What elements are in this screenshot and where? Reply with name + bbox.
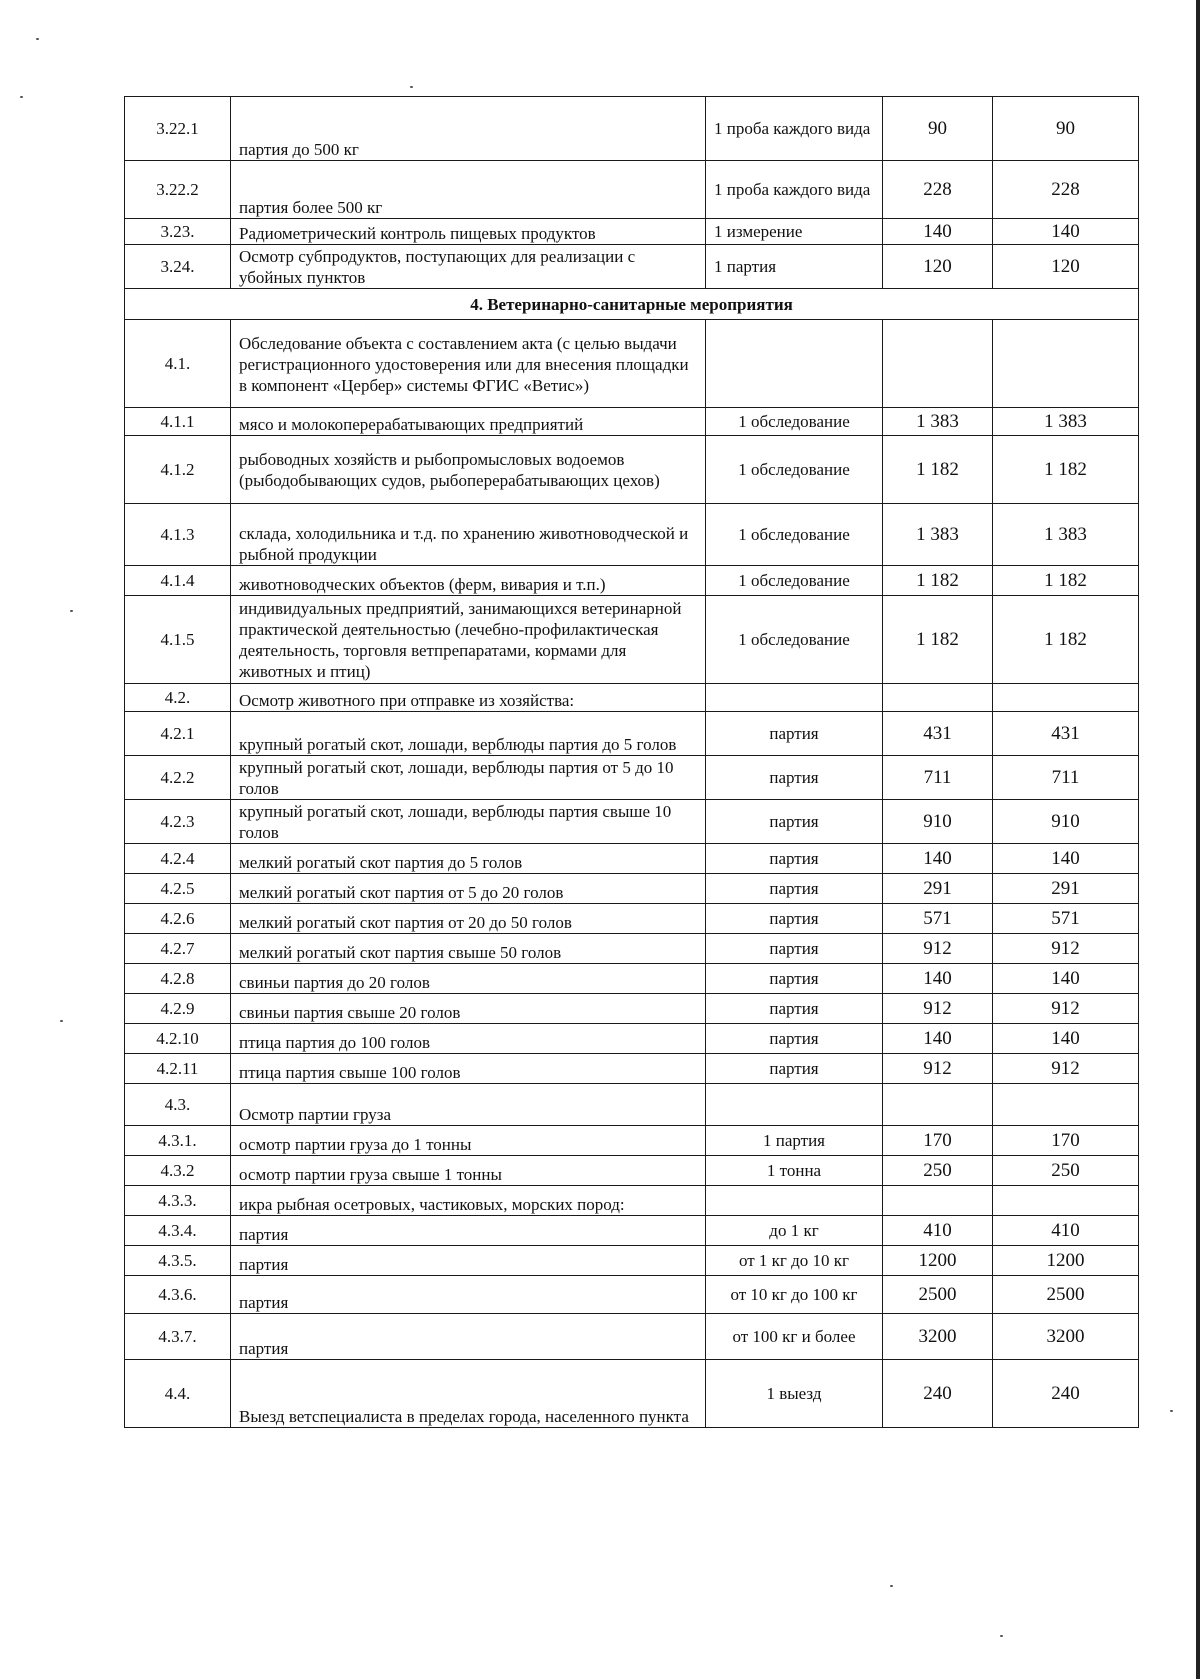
row-price-with-vat: 1 383 — [993, 504, 1139, 566]
row-unit: партия — [706, 874, 883, 904]
row-price: 1 182 — [883, 566, 993, 596]
row-number: 4.1. — [125, 320, 231, 408]
scan-speck — [890, 1585, 893, 1587]
table-row — [125, 994, 1139, 1024]
table-row — [125, 1314, 1139, 1360]
table-row — [125, 874, 1139, 904]
row-number: 4.2.3 — [125, 800, 231, 844]
row-number: 4.1.1 — [125, 408, 231, 436]
table-row — [125, 1186, 1139, 1216]
table-row — [125, 408, 1139, 436]
row-number: 4.1.4 — [125, 566, 231, 596]
row-number: 4.2.9 — [125, 994, 231, 1024]
row-price: 90 — [883, 97, 993, 161]
row-price-with-vat: 1 383 — [993, 408, 1139, 436]
row-description: мелкий рогатый скот партия свыше 50 голов — [231, 934, 706, 964]
row-description: Осмотр партии груза — [231, 1084, 706, 1126]
table-row — [125, 1276, 1139, 1314]
table-row — [125, 436, 1139, 504]
row-number: 4.3.1. — [125, 1126, 231, 1156]
row-number: 4.3.2 — [125, 1156, 231, 1186]
row-number: 3.22.1 — [125, 97, 231, 161]
scan-speck — [36, 38, 39, 40]
row-unit: 1 тонна — [706, 1156, 883, 1186]
row-price: 912 — [883, 1054, 993, 1084]
row-description: крупный рогатый скот, лошади, верблюды партия до 5 голов — [231, 712, 706, 756]
row-price-with-vat: 912 — [993, 994, 1139, 1024]
table-row — [125, 566, 1139, 596]
table-row — [125, 1246, 1139, 1276]
scan-speck — [60, 1020, 63, 1022]
table-row — [125, 1054, 1139, 1084]
row-description: осмотр партии груза до 1 тонны — [231, 1126, 706, 1156]
row-description: Радиометрический контроль пищевых продуктов — [231, 219, 706, 245]
table-row — [125, 97, 1139, 161]
row-unit — [706, 1186, 883, 1216]
row-price — [883, 684, 993, 712]
row-price: 410 — [883, 1216, 993, 1246]
row-unit: партия — [706, 844, 883, 874]
row-unit: от 1 кг до 10 кг — [706, 1246, 883, 1276]
row-unit: партия — [706, 964, 883, 994]
row-price-with-vat: 571 — [993, 904, 1139, 934]
row-number: 4.1.5 — [125, 596, 231, 684]
row-unit: 1 проба каждого вида — [706, 97, 883, 161]
row-price-with-vat: 120 — [993, 245, 1139, 289]
row-description: мясо и молокоперерабатывающих предприятий — [231, 408, 706, 436]
table-row — [125, 245, 1139, 289]
scan-edge-line — [1196, 0, 1200, 1679]
row-description: животноводческих объектов (ферм, вивария и т.п.) — [231, 566, 706, 596]
row-description: Осмотр животного при отправке из хозяйства: — [231, 684, 706, 712]
row-unit — [706, 320, 883, 408]
row-price — [883, 320, 993, 408]
row-unit: 1 проба каждого вида — [706, 161, 883, 219]
row-unit: 1 обследование — [706, 504, 883, 566]
row-price-with-vat — [993, 1186, 1139, 1216]
row-description: крупный рогатый скот, лошади, верблюды партия свыше 10 голов — [231, 800, 706, 844]
row-price-with-vat: 1 182 — [993, 436, 1139, 504]
row-number: 4.3.6. — [125, 1276, 231, 1314]
row-price: 1 383 — [883, 408, 993, 436]
row-description: партия — [231, 1216, 706, 1246]
row-price-with-vat: 140 — [993, 964, 1139, 994]
row-number: 4.2.6 — [125, 904, 231, 934]
row-price — [883, 1186, 993, 1216]
row-price-with-vat: 250 — [993, 1156, 1139, 1186]
row-description: Осмотр субпродуктов, поступающих для реализации с убойных пунктов — [231, 245, 706, 289]
table-row — [125, 964, 1139, 994]
row-price-with-vat: 140 — [993, 844, 1139, 874]
row-price-with-vat — [993, 320, 1139, 408]
row-number: 4.2.4 — [125, 844, 231, 874]
row-price: 1 182 — [883, 596, 993, 684]
row-number: 4.2.7 — [125, 934, 231, 964]
row-number: 4.3.5. — [125, 1246, 231, 1276]
row-description: птица партия до 100 голов — [231, 1024, 706, 1054]
row-number: 4.3.3. — [125, 1186, 231, 1216]
table-row — [125, 219, 1139, 245]
row-price: 1 383 — [883, 504, 993, 566]
table-row — [125, 1126, 1139, 1156]
row-unit: 1 партия — [706, 1126, 883, 1156]
row-price: 2500 — [883, 1276, 993, 1314]
row-number: 4.2.1 — [125, 712, 231, 756]
row-price: 228 — [883, 161, 993, 219]
row-price: 571 — [883, 904, 993, 934]
table-body-before — [125, 97, 1139, 289]
row-number: 3.23. — [125, 219, 231, 245]
row-description: икра рыбная осетровых, частиковых, морских пород: — [231, 1186, 706, 1216]
table-row — [125, 320, 1139, 408]
row-description: мелкий рогатый скот партия от 5 до 20 голов — [231, 874, 706, 904]
row-price-with-vat — [993, 684, 1139, 712]
row-price-with-vat: 1 182 — [993, 596, 1139, 684]
row-description: партия — [231, 1276, 706, 1314]
row-description: индивидуальных предприятий, занимающихся ветеринарной практической деятельностью (лечебно-профилактическая деятельность, торговля ветпрепаратами, кормами для животных и птиц) — [231, 596, 706, 684]
row-price-with-vat: 3200 — [993, 1314, 1139, 1360]
row-description: мелкий рогатый скот партия до 5 голов — [231, 844, 706, 874]
row-price-with-vat — [993, 1084, 1139, 1126]
row-price-with-vat: 912 — [993, 1054, 1139, 1084]
row-price: 910 — [883, 800, 993, 844]
table-row — [125, 684, 1139, 712]
row-price: 291 — [883, 874, 993, 904]
table-row — [125, 504, 1139, 566]
row-unit: 1 обследование — [706, 566, 883, 596]
row-number: 4.2.10 — [125, 1024, 231, 1054]
section-header-row — [125, 289, 1139, 320]
row-unit — [706, 684, 883, 712]
scan-speck — [70, 610, 73, 612]
row-price: 3200 — [883, 1314, 993, 1360]
row-price: 170 — [883, 1126, 993, 1156]
row-description: крупный рогатый скот, лошади, верблюды партия от 5 до 10 голов — [231, 756, 706, 800]
row-unit: партия — [706, 800, 883, 844]
row-price: 140 — [883, 964, 993, 994]
row-price: 1200 — [883, 1246, 993, 1276]
row-unit: партия — [706, 904, 883, 934]
row-unit: до 1 кг — [706, 1216, 883, 1246]
row-description: осмотр партии груза свыше 1 тонны — [231, 1156, 706, 1186]
row-number: 4.1.3 — [125, 504, 231, 566]
row-unit: партия — [706, 994, 883, 1024]
row-description: свиньи партия свыше 20 голов — [231, 994, 706, 1024]
table-row — [125, 1084, 1139, 1126]
row-number: 3.24. — [125, 245, 231, 289]
scan-speck — [410, 86, 413, 88]
row-price: 431 — [883, 712, 993, 756]
row-price: 250 — [883, 1156, 993, 1186]
row-price-with-vat: 170 — [993, 1126, 1139, 1156]
row-description: партия — [231, 1246, 706, 1276]
row-number: 4.2. — [125, 684, 231, 712]
tariff-table — [124, 96, 1139, 1428]
table-row — [125, 1360, 1139, 1428]
row-unit: 1 обследование — [706, 408, 883, 436]
row-price-with-vat: 291 — [993, 874, 1139, 904]
row-unit — [706, 1084, 883, 1126]
row-description: Обследование объекта с составлением акта (с целью выдачи регистрационного удостоверения или для внесения площадки в компонент «Цербер» системы ФГИС «Ветис») — [231, 320, 706, 408]
row-number: 3.22.2 — [125, 161, 231, 219]
table-row — [125, 844, 1139, 874]
row-price — [883, 1084, 993, 1126]
row-price-with-vat: 1200 — [993, 1246, 1139, 1276]
table-body-after — [125, 320, 1139, 1428]
row-number: 4.3. — [125, 1084, 231, 1126]
row-unit: 1 партия — [706, 245, 883, 289]
row-number: 4.4. — [125, 1360, 231, 1428]
row-number: 4.3.4. — [125, 1216, 231, 1246]
row-price: 912 — [883, 994, 993, 1024]
row-unit: партия — [706, 756, 883, 800]
row-price: 711 — [883, 756, 993, 800]
row-description: склада, холодильника и т.д. по хранению животноводческой и рыбной продукции — [231, 504, 706, 566]
row-price: 240 — [883, 1360, 993, 1428]
row-price: 1 182 — [883, 436, 993, 504]
table-row — [125, 934, 1139, 964]
table-row — [125, 1156, 1139, 1186]
row-price: 912 — [883, 934, 993, 964]
row-unit: партия — [706, 712, 883, 756]
row-number: 4.2.2 — [125, 756, 231, 800]
row-price-with-vat: 140 — [993, 1024, 1139, 1054]
row-unit: партия — [706, 934, 883, 964]
table-row — [125, 1216, 1139, 1246]
row-price-with-vat: 1 182 — [993, 566, 1139, 596]
scan-speck — [20, 96, 23, 98]
row-description: партия более 500 кг — [231, 161, 706, 219]
row-unit: 1 обследование — [706, 596, 883, 684]
row-price-with-vat: 431 — [993, 712, 1139, 756]
row-price-with-vat: 912 — [993, 934, 1139, 964]
row-price-with-vat: 140 — [993, 219, 1139, 245]
section-header-group — [125, 289, 1139, 320]
row-description: мелкий рогатый скот партия от 20 до 50 голов — [231, 904, 706, 934]
scan-speck — [1000, 1635, 1003, 1637]
table-row — [125, 1024, 1139, 1054]
row-price-with-vat: 410 — [993, 1216, 1139, 1246]
row-unit: от 100 кг и более — [706, 1314, 883, 1360]
row-price-with-vat: 240 — [993, 1360, 1139, 1428]
row-unit: партия — [706, 1024, 883, 1054]
row-description: Выезд ветспециалиста в пределах города, населенного пункта — [231, 1360, 706, 1428]
row-price-with-vat: 711 — [993, 756, 1139, 800]
row-number: 4.2.11 — [125, 1054, 231, 1084]
row-description: партия — [231, 1314, 706, 1360]
row-description: рыбоводных хозяйств и рыбопромысловых водоемов (рыбодобывающих судов, рыбоперерабатывающих цехов) — [231, 436, 706, 504]
table-row — [125, 904, 1139, 934]
table-row — [125, 800, 1139, 844]
row-unit: 1 выезд — [706, 1360, 883, 1428]
row-number: 4.3.7. — [125, 1314, 231, 1360]
row-unit: 1 обследование — [706, 436, 883, 504]
row-unit: 1 измерение — [706, 219, 883, 245]
row-price: 140 — [883, 1024, 993, 1054]
row-number: 4.2.8 — [125, 964, 231, 994]
table-row — [125, 756, 1139, 800]
row-price: 140 — [883, 844, 993, 874]
section-title: 4. Ветеринарно-санитарные мероприятия — [125, 289, 1139, 320]
table-row — [125, 161, 1139, 219]
row-price: 120 — [883, 245, 993, 289]
row-price-with-vat: 90 — [993, 97, 1139, 161]
row-number: 4.2.5 — [125, 874, 231, 904]
row-description: партия до 500 кг — [231, 97, 706, 161]
row-description: свиньи партия до 20 голов — [231, 964, 706, 994]
row-unit: партия — [706, 1054, 883, 1084]
row-price: 140 — [883, 219, 993, 245]
row-description: птица партия свыше 100 голов — [231, 1054, 706, 1084]
row-price-with-vat: 228 — [993, 161, 1139, 219]
row-number: 4.1.2 — [125, 436, 231, 504]
row-price-with-vat: 910 — [993, 800, 1139, 844]
row-unit: от 10 кг до 100 кг — [706, 1276, 883, 1314]
scan-speck — [1170, 1410, 1173, 1412]
table-row — [125, 596, 1139, 684]
table-row — [125, 712, 1139, 756]
row-price-with-vat: 2500 — [993, 1276, 1139, 1314]
